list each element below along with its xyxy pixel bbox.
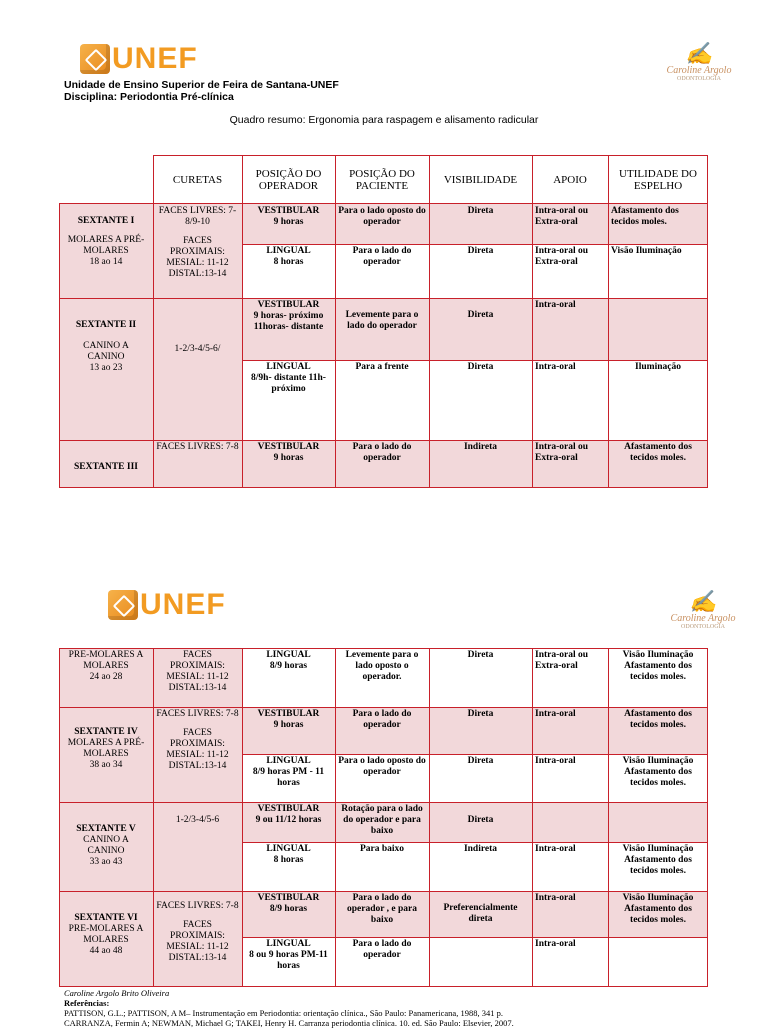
s3-r1-operador: VESTIBULAR 9 horas <box>257 442 320 463</box>
t2-line-v7 <box>707 648 708 987</box>
s1-r1-operador: VESTIBULAR 9 horas <box>257 206 320 227</box>
s4-r1-apoio: Intra-oral <box>535 709 576 719</box>
t2-line-v4 <box>429 648 430 987</box>
t1-line-bottom <box>59 487 708 488</box>
s6-r2-operador: LINGUAL 8 ou 9 horas PM-11 horas <box>249 939 328 971</box>
t2-line-h5 <box>59 891 708 892</box>
sextant-ii-label: SEXTANTE II CANINO A CANINO 13 ao 23 <box>75 320 137 373</box>
page-title: Quadro resumo: Ergonomia para raspagem e alisamento radicular <box>229 114 539 126</box>
s4-r2-apoio: Intra-oral <box>535 756 576 766</box>
s1-r2-visibilidade: Direta <box>467 246 494 256</box>
s6-r2-espelho <box>608 937 708 987</box>
s6-r1-apoio: Intra-oral <box>535 893 576 903</box>
t2-line-v2 <box>242 648 243 987</box>
s4-r1-operador: VESTIBULAR 9 horas <box>257 709 320 730</box>
s2-r2-visibilidade: Direta <box>467 362 494 372</box>
s6-r2-visibilidade <box>429 937 532 987</box>
s5-r2-visibilidade: Indireta <box>463 844 498 854</box>
t1-line-h4 <box>242 360 708 361</box>
sextant-iv-curetas: FACES LIVRES: 7-8 FACES PROXIMAIS: MESIAL: 11-12 DISTAL:13-14 <box>156 709 239 771</box>
s6-r1-espelho: Visão Iluminação Afastamento dos tecidos moles. <box>622 893 694 925</box>
unef-logo-icon <box>80 44 110 74</box>
t1-line-v4 <box>429 155 430 488</box>
s4-r2-espelho: Visão Iluminação Afastamento dos tecidos moles. <box>622 756 694 788</box>
unef-logo-2: UNEF <box>108 588 226 622</box>
s3-r1-paciente: Para o lado do operador <box>352 442 412 463</box>
s5-r2-operador: LINGUAL 8 horas <box>266 844 311 865</box>
col-header-operador: POSIÇÃO DO OPERADOR <box>255 168 322 192</box>
s6-r2-apoio: Intra-oral <box>535 939 576 949</box>
col-header-espelho: UTILIDADE DO ESPELHO <box>619 168 697 192</box>
s2-r2-operador: LINGUAL 8/9h- distante 11h- próximo <box>251 362 326 394</box>
s1-r1-apoio: Intra-oral ou Extra-oral <box>535 206 589 227</box>
s2-r2-paciente: Para a frente <box>355 362 409 372</box>
t1-line-v3 <box>335 155 336 488</box>
col-header-curetas: CURETAS <box>172 174 223 186</box>
t2-line-h4 <box>242 842 708 843</box>
s2-r2-apoio: Intra-oral <box>535 362 576 372</box>
s4-r2-paciente: Para o lado oposto do operador <box>338 756 426 777</box>
s6-r1-operador: VESTIBULAR 8/9 horas <box>257 893 320 914</box>
col-header-paciente: POSIÇÃO DO PACIENTE <box>349 168 415 192</box>
t1-line-v1 <box>153 155 154 488</box>
t2-line-v0 <box>59 648 60 987</box>
s1-r1-paciente: Para o lado oposto do operador <box>338 206 426 227</box>
s1-r2-operador: LINGUAL 8 horas <box>266 246 311 267</box>
s3b-r1-operador: LINGUAL 8/9 horas <box>266 650 311 671</box>
s5-r1-visibilidade: Direta <box>467 815 494 825</box>
t1-line-v2 <box>242 155 243 488</box>
references-label: Referências: <box>64 998 110 1008</box>
s2-r2-espelho: Iluminação <box>635 362 681 372</box>
unef-logo-icon-2 <box>108 590 138 620</box>
signature-icon: ✍ <box>685 40 713 66</box>
t1-line-h1 <box>59 203 708 204</box>
col-header-visibilidade: VISIBILIDADE <box>443 174 518 186</box>
s2-r1-espelho <box>608 298 708 360</box>
s5-r1-operador: VESTIBULAR 9 ou 11/12 horas <box>255 804 322 825</box>
s1-r1-visibilidade: Direta <box>467 206 494 216</box>
t2-line-h3 <box>59 802 708 803</box>
s5-r2-apoio: Intra-oral <box>535 844 576 854</box>
signature-icon-2: ✍ <box>689 588 717 614</box>
t2-line-v1 <box>153 648 154 987</box>
t1-line-v5 <box>532 155 533 488</box>
t2-line-bottom <box>59 986 708 987</box>
sextant-v-label: SEXTANTE V CANINO A CANINO 33 ao 43 <box>76 824 136 867</box>
sextant-i-curetas: FACES LIVRES: 7-8/9-10 FACES PROXIMAIS: MESIAL: 11-12 DISTAL:13-14 <box>158 206 237 279</box>
sextant-vi-label: SEXTANTE VI PRE-MOLARES A MOLARES 44 ao 48 <box>68 913 144 956</box>
sextant-iii-cont-curetas: FACES PROXIMAIS: MESIAL: 11-12 DISTAL:13-14 <box>166 650 229 693</box>
s4-r1-visibilidade: Direta <box>467 709 494 719</box>
unef-logo <box>80 42 198 76</box>
discipline-name: Disciplina: Periodontia Pré-clínica <box>64 91 234 103</box>
s4-r2-operador: LINGUAL 8/9 horas PM - 11 horas <box>252 756 325 788</box>
signature-logo-2: ✍ Caroline Argolo ODONTOLOGIA <box>670 588 736 630</box>
t2-line-top <box>59 648 708 649</box>
t2-line-h2 <box>242 754 708 755</box>
s3b-r1-paciente: Levemente para o lado oposto o operador. <box>345 650 419 682</box>
s3b-r1-apoio: Intra-oral ou Extra-oral <box>535 650 589 671</box>
s1-r2-paciente: Para o lado do operador <box>352 246 412 267</box>
s5-r1-apoio <box>532 802 608 842</box>
s2-r1-apoio: Intra-oral <box>535 300 576 310</box>
s1-r2-apoio: Intra-oral ou Extra-oral <box>535 246 589 267</box>
s6-r2-paciente: Para o lado do operador <box>352 939 412 960</box>
s6-r1-paciente: Para o lado do operador , e para baixo <box>346 893 417 925</box>
institution-name: Unidade de Ensino Superior de Feira de Santana-UNEF <box>64 79 339 91</box>
s1-r2-espelho: Visão Iluminação <box>611 246 682 256</box>
sextant-iii-cont-label: PRE-MOLARES A MOLARES 24 ao 28 <box>68 650 144 682</box>
t1-line-v7 <box>707 155 708 488</box>
sextant-i-label: SEXTANTE I MOLARES A PRÉ-MOLARES 18 ao 14 <box>67 216 145 267</box>
t2-line-h1 <box>59 707 708 708</box>
s1-r1-espelho: Afastamento dos tecidos moles. <box>611 206 679 227</box>
sextant-iii-label: SEXTANTE III <box>74 462 138 472</box>
t1-line-h3 <box>59 298 708 299</box>
t1-line-v0 <box>59 203 60 488</box>
sextant-iii-curetas: FACES LIVRES: 7-8 <box>156 442 239 452</box>
unef-logo-text: UNEF <box>112 42 198 75</box>
s4-r1-espelho: Afastamento dos tecidos moles. <box>624 709 692 730</box>
signature-logo: ✍ Caroline Argolo ODONTOLOGIA <box>666 40 732 82</box>
s3-r1-visibilidade: Indireta <box>463 442 498 452</box>
s5-r1-paciente: Rotação para o lado do operador e para baixo <box>341 804 423 836</box>
sextant-v-curetas: 1-2/3-4/5-6 <box>175 815 220 825</box>
col-header-apoio: APOIO <box>553 174 587 186</box>
s6-r1-visibilidade: Preferencialmente direta <box>443 903 518 924</box>
s5-r2-espelho: Visão Iluminação Afastamento dos tecidos moles. <box>622 844 694 876</box>
s4-r2-visibilidade: Direta <box>467 756 494 766</box>
s4-r1-paciente: Para o lado do operador <box>352 709 412 730</box>
sextant-ii-curetas: 1-2/3-4/5-6/ <box>174 344 221 354</box>
s5-r2-paciente: Para baixo <box>359 844 405 854</box>
s2-r1-operador: VESTIBULAR 9 horas- próximo 11horas- distante <box>253 300 324 332</box>
s3-r1-espelho: Afastamento dos tecidos moles. <box>624 442 692 463</box>
t1-line-h2 <box>242 244 708 245</box>
s2-r1-paciente: Levemente para o lado do operador <box>345 310 419 331</box>
sextant-iv-label: SEXTANTE IV MOLARES A PRÉ-MOLARES 38 ao 34 <box>67 727 145 770</box>
t2-line-v5 <box>532 648 533 987</box>
t1-line-h5 <box>59 440 708 441</box>
reference-1: PATTISON, G.L.; PATTISON, A M– Instrumentação em Periodontia: orientação clínica., São Paulo: Panamericana, 1988, 341 p. <box>64 1008 503 1018</box>
sextant-vi-curetas: FACES LIVRES: 7-8 FACES PROXIMAIS: MESIAL: 11-12 DISTAL:13-14 <box>156 901 239 963</box>
reference-2: CARRANZA, Fermin A; NEWMAN, Michael G; TAKEI, Henry H. Carranza periodontia clínica. 10. ed. São Paulo: Elsevier, 2007. <box>64 1018 514 1028</box>
author-name: Caroline Argolo Brito Oliveira <box>64 988 170 998</box>
t2-line-v3 <box>335 648 336 987</box>
s2-r1-visibilidade: Direta <box>467 310 494 320</box>
t1-line-v6 <box>608 155 609 488</box>
s3-r1-apoio: Intra-oral ou Extra-oral <box>535 442 589 463</box>
t1-line-top <box>153 155 708 156</box>
s3b-r1-visibilidade: Direta <box>467 650 494 660</box>
t2-line-v6 <box>608 648 609 987</box>
s3b-r1-espelho: Visão Iluminação Afastamento dos tecidos moles. <box>622 650 694 682</box>
s5-r1-espelho <box>608 802 708 842</box>
t2-line-h6 <box>242 937 708 938</box>
